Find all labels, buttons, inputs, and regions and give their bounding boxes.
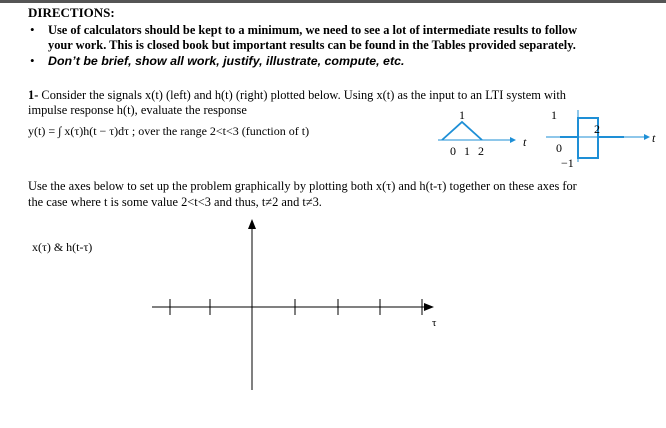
x-tick-1: 1 [464,144,470,158]
h-rectangle-pulses [560,118,598,158]
x-signal-plot [430,104,530,164]
h-top-label: 1 [551,108,557,122]
problem-line1-text: Consider the signals x(t) (left) and h(t) (right) plotted below. Using x(t) as the input to an LTI system with [38,88,566,102]
axes-ylabel: x(τ) & h(t-τ) [32,240,93,254]
bullet-dot: • [30,22,35,37]
directions-bullet1-line2: your work. This is closed book but important results can be found in the Tables provided separately. [48,38,576,52]
x-triangle [442,122,482,140]
h-axis-label: t [652,131,656,145]
directions-bullet2: Don’t be brief, show all work, justify, illustrate, compute, etc. [48,54,405,68]
drawing-axes [140,215,460,400]
x-axis-label: t [523,135,527,149]
convolution-formula: y(t) = ∫ x(τ)h(t − τ)dτ ; over the range 2<t<3 (function of t) [28,124,310,138]
problem-line2: impulse response h(t), evaluate the response [28,103,247,117]
h-bottom-label: −1 [561,156,574,170]
directions-bullet1-line1: Use of calculators should be kept to a minimum, we need to see a lot of intermediate results to follow [48,23,578,37]
x-peak-label: 1 [459,108,465,122]
problem-line3: Use the axes below to set up the problem graphically by plotting both x(τ) and h(t-τ) together on these axes for [28,179,577,193]
problem-line4: the case where t is some value 2<t<3 and thus, t≠2 and t≠3. [28,195,322,209]
directions-heading: DIRECTIONS: [28,5,115,20]
h-right-label: 2 [594,122,600,136]
h-plot-arrow [644,134,650,140]
bullet-dot: • [30,53,35,68]
x-tick-2: 2 [478,144,484,158]
top-border [0,0,666,3]
problem-line1 [28,88,566,103]
vertical-axis-arrow [248,219,256,229]
x-tick-0: 0 [450,144,456,158]
horizontal-axis-arrow [424,303,434,311]
h-signal-plot [538,100,660,172]
tau-axis-label: τ [432,317,437,329]
h-origin-label: 0 [556,141,562,155]
problem-number: 1- [28,88,39,102]
x-plot-arrow [510,137,516,143]
